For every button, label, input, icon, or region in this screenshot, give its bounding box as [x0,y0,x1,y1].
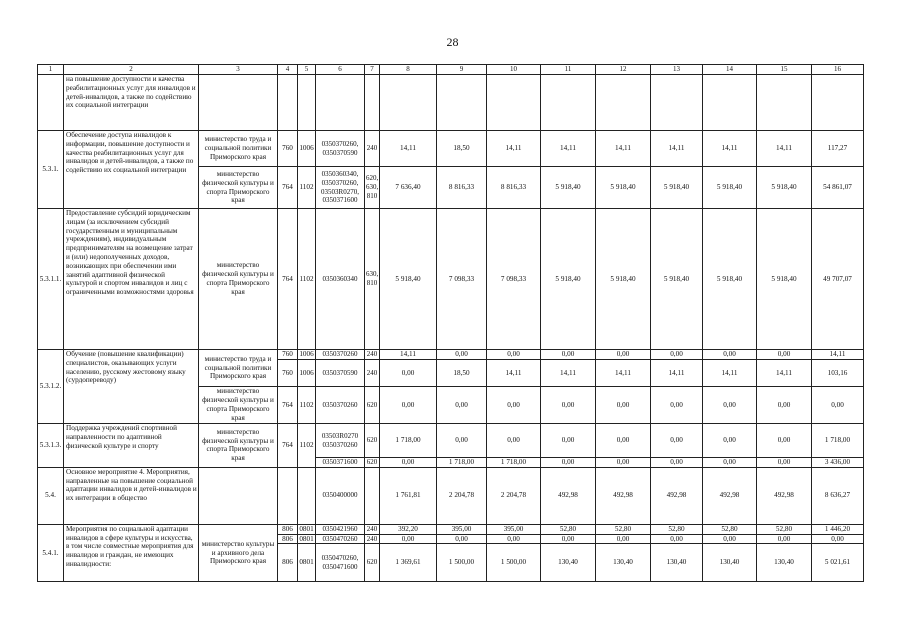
grbs-cell: 806 [278,544,298,582]
rz-cell: 1006 [298,360,316,387]
value-cell: 0,00 [757,424,812,458]
value-cell: 395,00 [437,524,487,534]
value-cell: 7 098,33 [437,209,487,350]
grbs-cell: 806 [278,524,298,534]
column-header: 7 [365,65,380,75]
value-cell: 14,11 [596,360,651,387]
value-cell: 3 436,00 [812,458,864,468]
value-cell: 0,00 [651,350,703,360]
value-cell: 8 636,27 [812,467,864,524]
csr-cell: 0350400000 [316,467,365,524]
table-cell [38,75,64,131]
csr-cell: 0350360340 [316,209,365,350]
executor-cell: министерство труда и социальной политики Приморского края [199,131,278,167]
value-cell: 0,00 [812,534,864,544]
vr-cell: 240 [365,360,380,387]
value-cell: 0,00 [703,424,757,458]
value-cell: 130,40 [757,544,812,582]
table-cell [278,75,298,131]
executor-cell: министерство физической культуры и спорта Приморского края [199,209,278,350]
budget-table [37,64,864,582]
value-cell: 52,80 [757,524,812,534]
value-cell: 14,11 [812,350,864,360]
value-cell: 7 636,40 [380,167,437,209]
value-cell: 492,98 [703,467,757,524]
description-cell: Обучение (повышение квалификации) специалистов, оказывающих услуги населению, русскому жестовому языку (сурдопереводу) [64,350,199,424]
executor-cell: министерство культуры и архивного дела Приморского края [199,524,278,582]
csr-cell: 0350421960 [316,524,365,534]
rz-cell: 1102 [298,387,316,424]
table-cell [199,467,278,524]
grbs-cell: 806 [278,534,298,544]
vr-cell: 620 [365,387,380,424]
grbs-cell: 764 [278,167,298,209]
value-cell: 1 446,20 [812,524,864,534]
table-cell [437,75,487,131]
value-cell: 130,40 [703,544,757,582]
value-cell: 0,00 [703,350,757,360]
value-cell: 14,11 [651,131,703,167]
column-header: 14 [703,65,757,75]
executor-cell: министерство физической культуры и спорта Приморского края [199,387,278,424]
column-header: 15 [757,65,812,75]
value-cell: 52,80 [703,524,757,534]
csr-cell: 0350470260 [316,534,365,544]
value-cell: 7 098,33 [487,209,541,350]
value-cell: 0,00 [703,387,757,424]
value-cell: 0,00 [380,387,437,424]
column-header: 16 [812,65,864,75]
code-cell: 5.4. [38,467,64,524]
value-cell: 0,00 [487,424,541,458]
description-cell: на повышение доступности и качества реабилитационных услуг для инвалидов и детей-инвалидов, а также по содействию их социальной интеграции [64,75,199,131]
csr-cell: 0350370260 [316,387,365,424]
value-cell: 0,00 [596,458,651,468]
description-cell: Поддержка учреждений спортивной направленности по адаптивной физической культуре и спорту [64,424,199,468]
table-cell [278,467,298,524]
description-cell: Предоставление субсидий юридическим лицам (за исключением субсидий государственным и муниципальным учреждениям), индивидуальным предпринимателям на возмещение затрат и (или) недополученных доходов, возникающих при обеспечении ими занятий адаптивной физической культурой и спортом инвалидов и лиц с ограниченными возможностями здоровья [64,209,199,350]
value-cell: 0,00 [487,387,541,424]
code-cell: 5.3.1.3. [38,424,64,468]
value-cell: 5 918,40 [757,209,812,350]
code-cell: 5.3.1. [38,131,64,209]
value-cell: 0,00 [380,458,437,468]
value-cell: 1 718,00 [380,424,437,458]
rz-cell: 1102 [298,167,316,209]
value-cell: 52,80 [651,524,703,534]
table-cell [487,75,541,131]
table-cell [596,75,651,131]
value-cell: 0,00 [703,458,757,468]
value-cell: 130,40 [596,544,651,582]
csr-cell: 0350371600 [316,458,365,468]
value-cell: 0,00 [757,458,812,468]
value-cell: 14,11 [757,360,812,387]
value-cell: 0,00 [812,387,864,424]
value-cell: 5 918,40 [541,209,596,350]
csr-cell: 0350360340, 0350370260, 03503R0270, 0350371600 [316,167,365,209]
section-5-4-row [38,467,864,524]
column-header: 2 [64,65,199,75]
column-header: 3 [199,65,278,75]
value-cell: 1 369,61 [380,544,437,582]
value-cell: 492,98 [757,467,812,524]
value-cell: 0,00 [596,424,651,458]
value-cell: 52,80 [596,524,651,534]
header-row [38,65,864,75]
value-cell: 5 918,40 [703,209,757,350]
value-cell: 5 918,40 [380,209,437,350]
value-cell: 0,00 [596,387,651,424]
value-cell: 0,00 [487,534,541,544]
column-header: 9 [437,65,487,75]
grbs-cell: 764 [278,424,298,468]
vr-cell: 620, 630, 810 [365,167,380,209]
value-cell: 14,11 [651,360,703,387]
rz-cell: 1102 [298,424,316,468]
vr-cell: 240 [365,534,380,544]
value-cell: 5 918,40 [596,167,651,209]
code-cell: 5.3.1.2. [38,350,64,424]
value-cell: 0,00 [437,534,487,544]
continuation-row [38,75,864,131]
value-cell: 0,00 [541,350,596,360]
value-cell: 0,00 [651,458,703,468]
value-cell: 5 918,40 [596,209,651,350]
value-cell: 0,00 [703,534,757,544]
value-cell: 395,00 [487,524,541,534]
value-cell: 1 718,00 [487,458,541,468]
value-cell: 0,00 [541,458,596,468]
value-cell: 1 500,00 [437,544,487,582]
table-cell [199,75,278,131]
column-header: 5 [298,65,316,75]
value-cell: 130,40 [651,544,703,582]
value-cell: 5 918,40 [703,167,757,209]
table-cell [703,75,757,131]
table-cell [757,75,812,131]
section-5-3-1-row [38,131,864,167]
value-cell: 14,11 [703,360,757,387]
executor-cell: министерство труда и социальной политики Приморского края [199,350,278,387]
executor-cell: министерство физической культуры и спорта Приморского края [199,424,278,468]
value-cell: 392,20 [380,524,437,534]
value-cell: 0,00 [596,350,651,360]
section-5-3-1-3-row [38,424,864,458]
value-cell: 0,00 [757,387,812,424]
csr-cell: 0350370260, 0350370590 [316,131,365,167]
value-cell: 492,98 [651,467,703,524]
column-header: 8 [380,65,437,75]
value-cell: 0,00 [651,387,703,424]
value-cell: 14,11 [487,360,541,387]
section-5-4-1-row [38,524,864,534]
grbs-cell: 764 [278,209,298,350]
table-cell [651,75,703,131]
column-header: 6 [316,65,365,75]
table-cell [380,75,437,131]
code-cell: 5.3.1.1. [38,209,64,350]
value-cell: 0,00 [380,360,437,387]
value-cell: 2 204,78 [487,467,541,524]
table-cell [298,467,316,524]
value-cell: 0,00 [437,387,487,424]
value-cell: 8 816,33 [437,167,487,209]
rz-cell: 1006 [298,131,316,167]
value-cell: 5 918,40 [651,167,703,209]
value-cell: 52,80 [541,524,596,534]
value-cell: 14,11 [541,131,596,167]
description-cell: Обеспечение доступа инвалидов к информации, повышение доступности и качества реабилитационных услуг для инвалидов и детей-инвалидов, а также по содействию их социальной интеграции [64,131,199,209]
value-cell: 0,00 [651,424,703,458]
vr-cell: 620 [365,544,380,582]
value-cell: 18,50 [437,360,487,387]
table-cell [812,75,864,131]
value-cell: 14,11 [757,131,812,167]
table-cell [316,75,365,131]
vr-cell: 630, 810 [365,209,380,350]
value-cell: 5 021,61 [812,544,864,582]
table-cell [298,75,316,131]
value-cell: 14,11 [541,360,596,387]
value-cell: 18,50 [437,131,487,167]
description-cell: Основное мероприятие 4. Мероприятия, направленные на повышение социальной адаптации инвалидов и детей-инвалидов и их интеграции в общество [64,467,199,524]
value-cell: 0,00 [437,350,487,360]
section-5-3-1-1-row [38,209,864,350]
value-cell: 1 718,00 [437,458,487,468]
rz-cell: 0801 [299,534,314,543]
value-cell: 5 918,40 [757,167,812,209]
value-cell: 0,00 [757,534,812,544]
value-cell: 0,00 [541,424,596,458]
description-cell: Мероприятия по социальной адаптации инвалидов в сфере культуры и искусства, в том числе совместные мероприятия для инвалидов и граждан, не имеющих инвалидности: [64,524,199,582]
vr-cell: 620 [365,424,380,458]
column-header: 11 [541,65,596,75]
value-cell: 14,11 [703,131,757,167]
value-cell: 14,11 [487,131,541,167]
value-cell: 0,00 [380,534,437,544]
csr-cell: 03503R0270 0350370260 [316,424,365,458]
value-cell: 0,00 [487,350,541,360]
value-cell: 492,98 [596,467,651,524]
column-header: 13 [651,65,703,75]
csr-cell: 0350370260 [316,350,365,360]
code-cell: 5.4.1. [38,524,64,582]
value-cell: 130,40 [541,544,596,582]
rz-cell: 0801 [298,544,316,582]
csr-cell: 0350370590 [316,360,365,387]
table-cell [541,75,596,131]
value-cell: 2 204,78 [437,467,487,524]
value-cell: 49 707,07 [812,209,864,350]
value-cell: 103,16 [812,360,864,387]
value-cell: 14,11 [380,350,437,360]
section-5-3-1-2-row [38,350,864,360]
value-cell: 492,98 [541,467,596,524]
column-header: 12 [596,65,651,75]
value-cell: 0,00 [596,534,651,544]
value-cell: 0,00 [757,350,812,360]
column-header: 4 [278,65,298,75]
grbs-cell: 760 [278,131,298,167]
value-cell: 0,00 [541,534,596,544]
value-cell: 0,00 [541,387,596,424]
value-cell: 0,00 [437,424,487,458]
rz-cell: 1102 [298,209,316,350]
value-cell: 1 761,81 [380,467,437,524]
rz-cell: 1006 [299,350,314,359]
rz-cell: 0801 [299,524,314,533]
executor-cell: министерство физической культуры и спорта Приморского края [199,167,278,209]
value-cell: 0,00 [651,534,703,544]
value-cell: 5 918,40 [651,209,703,350]
vr-cell: 240 [365,350,380,360]
value-cell: 5 918,40 [541,167,596,209]
value-cell: 117,27 [812,131,864,167]
grbs-cell: 760 [278,360,298,387]
value-cell: 14,11 [380,131,437,167]
value-cell: 14,11 [596,131,651,167]
grbs-cell: 760 [278,350,298,360]
page-number: 28 [446,35,459,49]
column-header: 10 [487,65,541,75]
value-cell: 1 500,00 [487,544,541,582]
vr-cell: 240 [365,131,380,167]
grbs-cell: 764 [278,387,298,424]
table-cell [365,467,380,524]
value-cell: 1 718,00 [812,424,864,458]
vr-cell: 620 [365,458,380,468]
vr-cell: 240 [365,524,380,534]
csr-cell: 0350470260, 0350471600 [316,544,365,582]
column-header: 1 [38,65,64,75]
table-cell [365,75,380,131]
value-cell: 8 816,33 [487,167,541,209]
value-cell: 54 861,07 [812,167,864,209]
